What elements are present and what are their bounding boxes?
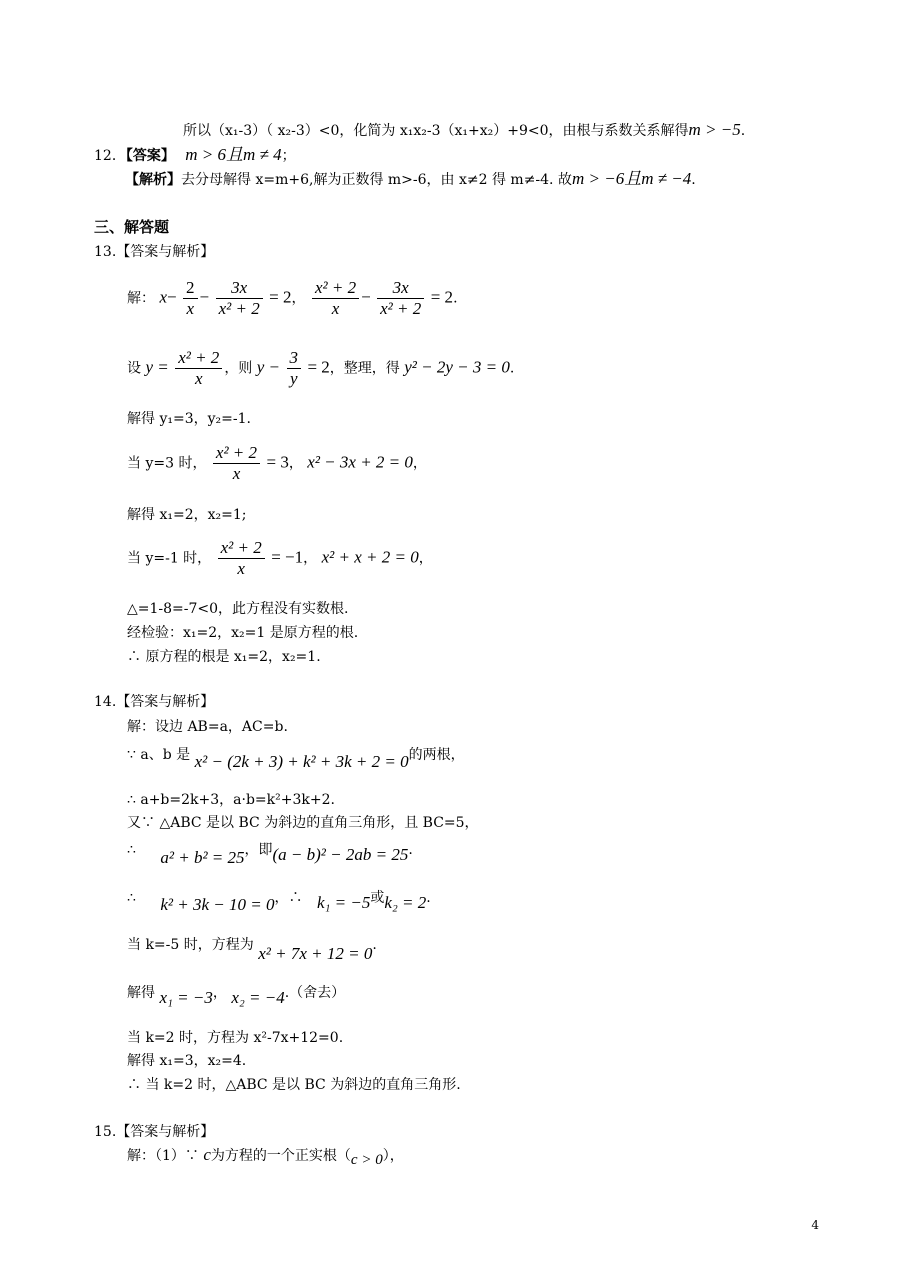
text: . bbox=[372, 937, 377, 953]
q14-step8 bbox=[127, 983, 346, 1007]
text: ，则 bbox=[224, 360, 253, 377]
fraction bbox=[175, 348, 222, 389]
line-continuation bbox=[183, 121, 745, 140]
text: . bbox=[453, 290, 458, 307]
text: 为方程的一个正实根（ bbox=[210, 1148, 351, 1164]
numerator: 3 bbox=[287, 348, 302, 369]
math: k₂ = 2 bbox=[384, 893, 427, 912]
text: ， bbox=[212, 985, 227, 1001]
math: x² − (2k + 3) + k² + 3k + 2 = 0 bbox=[194, 752, 409, 771]
math: k₁ = −5 bbox=[316, 893, 371, 912]
q14-step4: 又∵ △ABC 是以 BC 为斜边的直角三角形，且 BC=5， bbox=[127, 815, 479, 831]
q14-step11: ∴ 当 k=2 时，△ABC 是以 BC 为斜边的直角三角形. bbox=[127, 1077, 461, 1093]
q13-step3: 解得 y₁=3，y₂=-1. bbox=[127, 411, 251, 427]
text: 解： bbox=[127, 290, 155, 307]
q13-step9: ∴ 原方程的根是 x₁=2，x₂=1. bbox=[127, 649, 321, 665]
page-number: 4 bbox=[811, 1218, 819, 1232]
math: k² + 3k − 10 = 0 bbox=[160, 895, 275, 914]
math: = 3 bbox=[266, 452, 289, 472]
text: ； bbox=[281, 148, 296, 164]
text: 当 y=-1 时， bbox=[127, 550, 212, 567]
math: x² + x + 2 = 0 bbox=[321, 547, 419, 567]
q14-step7 bbox=[127, 935, 377, 963]
q15-title: 15.【答案与解析】 bbox=[94, 1124, 215, 1140]
text: ∵ a、b 是 bbox=[127, 747, 191, 763]
numerator: x² + 2 bbox=[175, 348, 222, 369]
q13-step4 bbox=[127, 443, 427, 484]
math: m > −6且m ≠ −4 bbox=[571, 169, 692, 188]
q14-step2 bbox=[127, 745, 465, 771]
text: 的两根， bbox=[408, 747, 465, 763]
math: y = bbox=[145, 357, 169, 377]
numerator: 2 bbox=[183, 278, 198, 299]
math: = 2 bbox=[269, 287, 292, 307]
q13-step1 bbox=[127, 278, 458, 319]
math: a² + b² = 25 bbox=[160, 848, 245, 867]
denominator: x bbox=[194, 369, 203, 388]
math: (a − b)² − 2ab = 25 bbox=[272, 845, 409, 864]
math: x bbox=[159, 287, 167, 307]
math: c > 0 bbox=[350, 1152, 383, 1168]
math: m > 6且m ≠ 4 bbox=[185, 145, 282, 164]
fraction bbox=[213, 443, 260, 484]
q15-step1 bbox=[127, 1145, 404, 1168]
fraction bbox=[216, 278, 263, 319]
denominator: y bbox=[289, 369, 298, 388]
denominator: x bbox=[232, 464, 241, 483]
fraction bbox=[218, 538, 265, 579]
numerator: x² + 2 bbox=[213, 443, 260, 464]
q14-step9: 当 k=2 时，方程为 x²-7x+12=0. bbox=[127, 1030, 344, 1046]
text: 或 bbox=[370, 890, 385, 906]
denominator: x² + 2 bbox=[218, 299, 260, 318]
denominator: x bbox=[331, 299, 340, 318]
numerator: x² + 2 bbox=[218, 538, 265, 559]
math: x₁ = −3 bbox=[159, 988, 213, 1007]
math: x₂ = −4 bbox=[231, 988, 285, 1007]
fraction bbox=[377, 278, 424, 319]
text: ， bbox=[412, 455, 427, 472]
text: 所以（x₁-3）（ x₂-3）<0，化简为 x₁x₂-3（x₁+x₂）+9<0，由根与系数关系解得 bbox=[183, 123, 689, 139]
denominator: x bbox=[237, 559, 245, 578]
math: = 2 bbox=[307, 357, 330, 377]
fraction bbox=[312, 278, 359, 319]
text: ， bbox=[303, 550, 318, 567]
numerator: 3x bbox=[377, 278, 424, 299]
q13-step6 bbox=[127, 538, 433, 579]
q13-title: 13.【答案与解析】 bbox=[94, 244, 215, 260]
explanation-tag: 【解析】 bbox=[125, 172, 181, 188]
text: ，即 bbox=[244, 842, 273, 858]
text: 解：（1）∵ bbox=[127, 1148, 199, 1164]
q13-step5: 解得 x₁=2，x₂=1; bbox=[127, 507, 247, 523]
text: ，整理，得 bbox=[329, 360, 400, 377]
text: ， bbox=[288, 455, 303, 472]
text: . bbox=[509, 360, 515, 377]
q13-step8: 经检验：x₁=2，x₂=1 是原方程的根. bbox=[127, 625, 359, 641]
q13-step2 bbox=[127, 348, 514, 389]
math: y² − 2y − 3 = 0 bbox=[404, 357, 510, 377]
text: ， bbox=[418, 550, 433, 567]
math: y − bbox=[256, 357, 281, 377]
section-heading: 三、解答题 bbox=[94, 218, 170, 236]
text: 当 k=-5 时，方程为 bbox=[127, 937, 254, 953]
fraction bbox=[183, 278, 198, 319]
answer-tag: 【答案】 bbox=[125, 148, 175, 164]
math: x² + 7x + 12 = 0 bbox=[258, 944, 373, 963]
text: 解得 bbox=[127, 985, 155, 1001]
text: . bbox=[426, 890, 431, 906]
text: . bbox=[408, 842, 413, 858]
q14-step10: 解得 x₁=3，x₂=4. bbox=[127, 1053, 247, 1069]
q12-number: 12． bbox=[94, 148, 126, 164]
math: x² − 3x + 2 = 0 bbox=[307, 452, 413, 472]
text: .（舍去） bbox=[284, 985, 346, 1001]
text: 去分母解得 x=m+6,解为正数得 m>-6，由 x≠2 得 m≠-4. 故 bbox=[181, 172, 572, 188]
text: ∴ bbox=[127, 890, 136, 906]
text: 设 bbox=[127, 360, 141, 377]
q12-explanation bbox=[125, 170, 696, 189]
q14-step1: 解：设边 AB=a，AC=b. bbox=[127, 719, 288, 735]
text: ∴ bbox=[127, 842, 136, 858]
denominator: x² + 2 bbox=[380, 299, 422, 318]
q14-step6 bbox=[127, 888, 431, 914]
text: ， bbox=[291, 290, 306, 307]
numerator: 3x bbox=[216, 278, 263, 299]
text: . bbox=[740, 123, 746, 139]
text: ）， bbox=[382, 1148, 404, 1164]
q14-step5 bbox=[127, 840, 413, 867]
math: = 2 bbox=[430, 287, 454, 307]
q14-step3: ∴ a+b=2k+3，a·b=k²+3k+2. bbox=[127, 792, 335, 808]
text: ，∴ bbox=[274, 890, 303, 906]
math: − bbox=[167, 287, 177, 307]
numerator: x² + 2 bbox=[312, 278, 359, 299]
fraction bbox=[287, 348, 302, 389]
denominator: x bbox=[186, 299, 195, 318]
math: − bbox=[199, 287, 210, 307]
math: c bbox=[203, 1145, 211, 1164]
text: 当 y=3 时， bbox=[127, 455, 207, 472]
q13-step7: △=1-8=-7<0，此方程没有实数根. bbox=[127, 601, 349, 617]
q12-answer bbox=[94, 146, 296, 165]
text: . bbox=[691, 172, 696, 188]
math: − bbox=[361, 287, 371, 307]
math: = −1 bbox=[271, 547, 304, 567]
math: m > −5 bbox=[688, 120, 741, 139]
q14-title: 14.【答案与解析】 bbox=[94, 694, 215, 710]
